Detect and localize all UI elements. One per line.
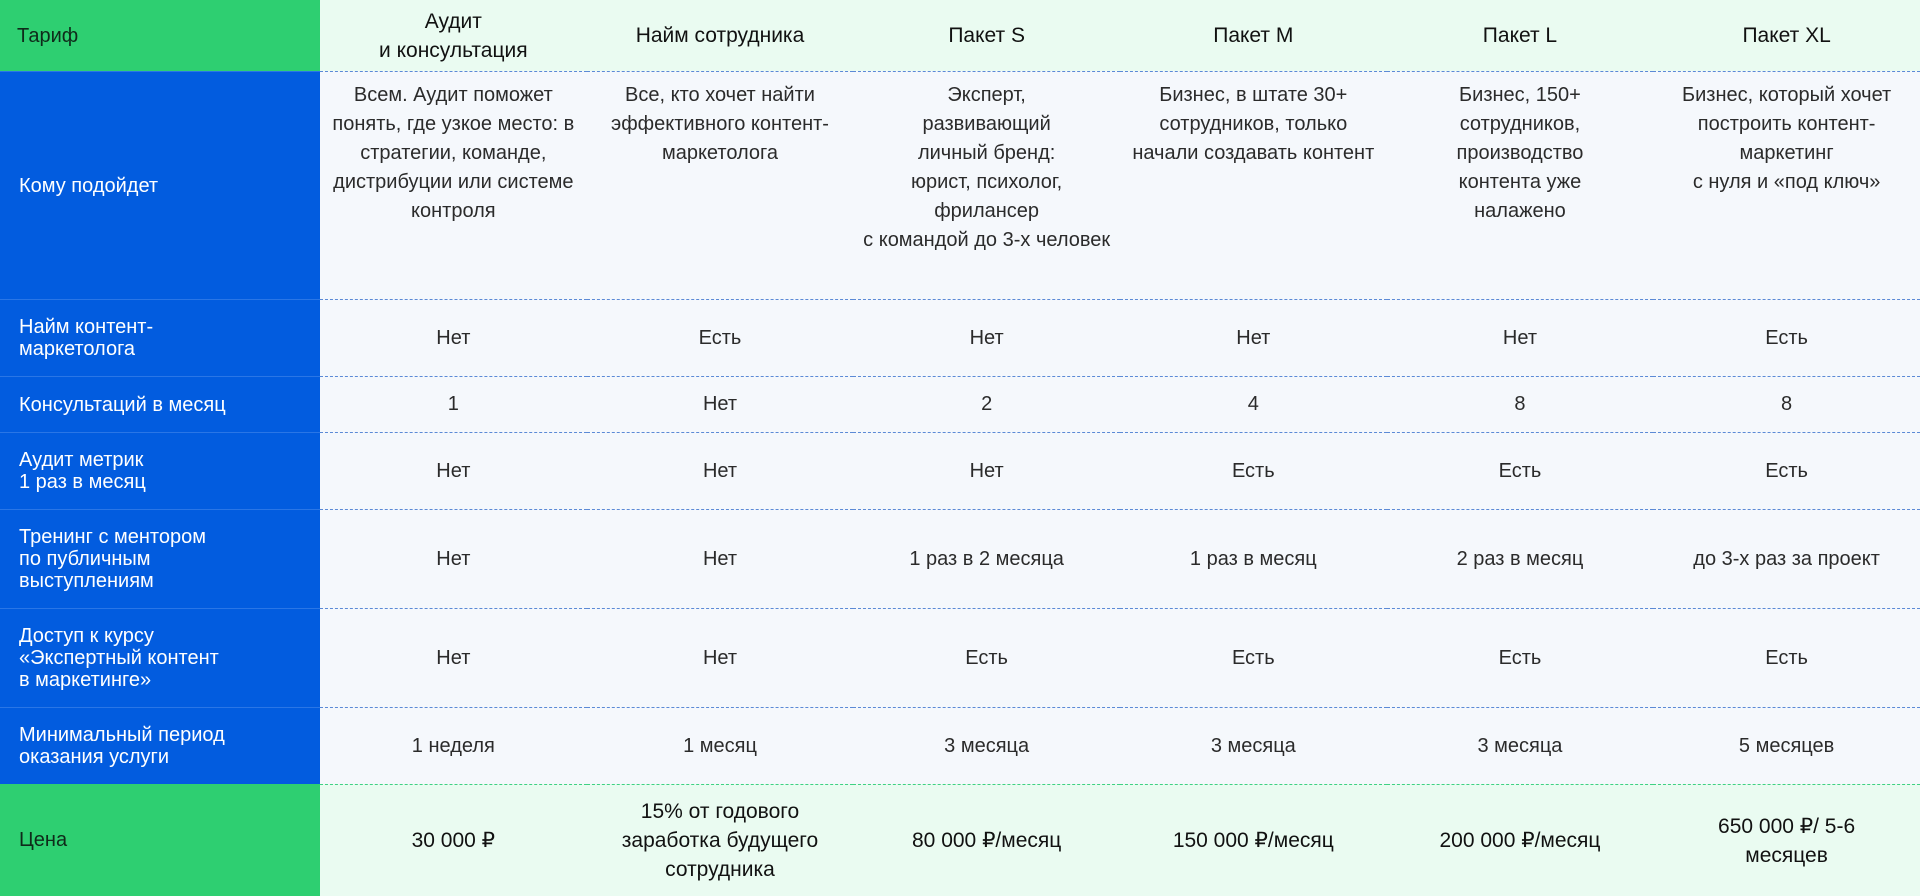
table-cell: 4 (1120, 376, 1387, 432)
table-cell: Есть (1653, 608, 1920, 707)
row-label: Аудит метрик 1 раз в месяц (0, 432, 320, 509)
table-cell: 8 (1387, 376, 1654, 432)
table-cell: до 3-х раз за проект (1653, 509, 1920, 608)
table-cell: Нет (587, 376, 854, 432)
row-label: Кому подойдет (0, 71, 320, 299)
price-label: Цена (0, 784, 320, 896)
tariff-header-cell: Тариф (0, 0, 320, 71)
price-cell: 15% от годового заработка будущего сотрудника (587, 784, 854, 896)
table-cell: Нет (1120, 299, 1387, 376)
price-cell: 80 000 ₽/месяц (853, 784, 1120, 896)
table-cell: Нет (1387, 299, 1654, 376)
table-row (0, 509, 1920, 608)
table-row (0, 299, 1920, 376)
table-cell: 2 раз в месяц (1387, 509, 1654, 608)
table-cell: Нет (320, 432, 587, 509)
table-cell: Эксперт, развивающий личный бренд: юрист, психолог, фрилансер с командой до 3-х человек (853, 71, 1120, 299)
table-row (0, 707, 1920, 784)
table-cell: 1 неделя (320, 707, 587, 784)
row-label: Доступ к курсу «Экспертный контент в маркетинге» (0, 608, 320, 707)
table-cell: 3 месяца (1387, 707, 1654, 784)
table-cell: Все, кто хочет найти эффективного контент-маркетолога (587, 71, 854, 299)
price-cell: 200 000 ₽/месяц (1387, 784, 1654, 896)
plan-header-hire: Найм сотрудника (587, 0, 854, 71)
table-cell: Есть (587, 299, 854, 376)
table-cell: Бизнес, в штате 30+ сотрудников, только начали создавать контент (1120, 71, 1387, 299)
table-cell: 3 месяца (853, 707, 1120, 784)
table-cell: Нет (853, 299, 1120, 376)
table-cell: Всем. Аудит поможет понять, где узкое место: в стратегии, команде, дистрибуции или системе контроля (320, 71, 587, 299)
table-cell: 2 (853, 376, 1120, 432)
table-row (0, 432, 1920, 509)
table-cell: Нет (587, 509, 854, 608)
table-cell: Бизнес, который хочет построить контент-маркетинг с нуля и «под ключ» (1653, 71, 1920, 299)
table-header-row (0, 0, 1920, 71)
table-row (0, 608, 1920, 707)
plan-header-s: Пакет S (853, 0, 1120, 71)
table-cell: 8 (1653, 376, 1920, 432)
plan-header-l: Пакет L (1387, 0, 1654, 71)
table-cell: Нет (320, 509, 587, 608)
table-cell: 1 месяц (587, 707, 854, 784)
row-label: Консультаций в месяц (0, 376, 320, 432)
table-cell: Есть (1120, 608, 1387, 707)
plan-header-m: Пакет M (1120, 0, 1387, 71)
table-cell: 1 (320, 376, 587, 432)
table-cell: Есть (853, 608, 1120, 707)
table-cell: Нет (320, 608, 587, 707)
table-cell: 1 раз в 2 месяца (853, 509, 1120, 608)
table-cell: Есть (1653, 432, 1920, 509)
table-cell: Нет (587, 432, 854, 509)
table-row (0, 71, 1920, 299)
table-cell: Бизнес, 150+ сотрудников, производство контента уже налажено (1387, 71, 1654, 299)
row-label: Тренинг с ментором по публичным выступлениям (0, 509, 320, 608)
row-label: Минимальный период оказания услуги (0, 707, 320, 784)
table-cell: 5 месяцев (1653, 707, 1920, 784)
table-cell: Нет (853, 432, 1120, 509)
table-row (0, 376, 1920, 432)
table-cell: Есть (1387, 608, 1654, 707)
row-label: Найм контент- маркетолога (0, 299, 320, 376)
table-cell: 1 раз в месяц (1120, 509, 1387, 608)
price-cell: 650 000 ₽/ 5-6 месяцев (1653, 784, 1920, 896)
table-cell: Есть (1120, 432, 1387, 509)
table-cell: Нет (587, 608, 854, 707)
price-row (0, 784, 1920, 896)
table-cell: Есть (1387, 432, 1654, 509)
plan-header-audit: Аудит и консультация (320, 0, 587, 71)
table-cell: 3 месяца (1120, 707, 1387, 784)
plan-header-xl: Пакет XL (1653, 0, 1920, 71)
price-cell: 30 000 ₽ (320, 784, 587, 896)
table-cell: Нет (320, 299, 587, 376)
price-cell: 150 000 ₽/месяц (1120, 784, 1387, 896)
table-cell: Есть (1653, 299, 1920, 376)
